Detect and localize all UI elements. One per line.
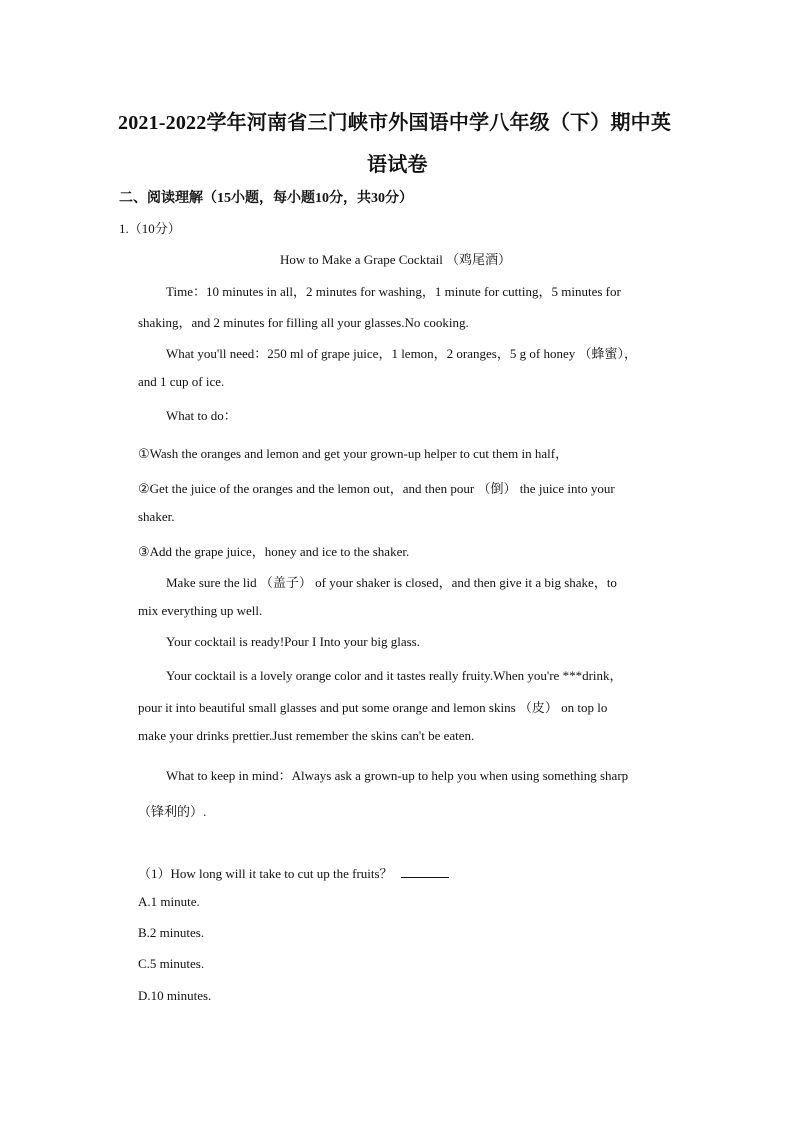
option-d: D.10 minutes. (138, 988, 212, 1003)
sub-question-1-text: （1）How long will it take to cut up the fruits？ (138, 866, 393, 881)
section-heading: 二、阅读理解（15小题，每小题10分，共30分） (119, 191, 413, 206)
document-title-line-1: 2021-2022学年河南省三门峡市外国语中学八年级（下）期中英 (118, 112, 672, 134)
option-a: A.1 minute. (138, 894, 200, 909)
document-title-line-2: 语试卷 (367, 154, 428, 176)
step-2-line-2: shaker. (138, 509, 175, 524)
answer-blank (401, 865, 449, 878)
paragraph-color-line-2: pour it into beautiful small glasses and put some orange and lemon skins （皮） on top lo (138, 700, 608, 715)
step-1: ①Wash the oranges and lemon and get your grown-up helper to cut them in half， (138, 446, 569, 461)
paragraph-lid-line-1: Make sure the lid （盖子） of your shaker is closed，and then give it a big shake，to (166, 575, 617, 590)
sub-question-1 (138, 863, 449, 882)
paragraph-color-line-3: make your drinks prettier.Just remember the skins can't be eaten. (138, 728, 475, 743)
option-b: B.2 minutes. (138, 925, 205, 940)
paragraph-need-line-2: and 1 cup of ice. (138, 374, 225, 389)
paragraph-time-line-1: Time：10 minutes in all，2 minutes for washing，1 minute for cutting，5 minutes for (166, 284, 621, 299)
paragraph-ready: Your cocktail is ready!Pour I Into your big glass. (166, 634, 420, 649)
paragraph-color-line-1: Your cocktail is a lovely orange color and it tastes really fruity.When you're ***drink， (166, 668, 623, 683)
step-3: ③Add the grape juice，honey and ice to the shaker. (138, 544, 410, 559)
paragraph-need-line-1: What you'll need：250 ml of grape juice，1 lemon，2 oranges，5 g of honey （蜂蜜）， (166, 346, 637, 361)
paragraph-time-line-2: shaking，and 2 minutes for filling all your glasses.No cooking. (138, 315, 469, 330)
what-to-do-label: What to do： (166, 408, 237, 423)
question-number: 1.（10分） (119, 221, 181, 236)
step-2-line-1: ②Get the juice of the oranges and the lemon out，and then pour （倒） the juice into your (138, 481, 615, 496)
paragraph-keep-line-2: （锋利的）. (138, 804, 207, 819)
passage-heading: How to Make a Grape Cocktail （鸡尾酒） (280, 252, 512, 267)
option-c: C.5 minutes. (138, 956, 205, 971)
paragraph-lid-line-2: mix everything up well. (138, 603, 263, 618)
paragraph-keep-line-1: What to keep in mind：Always ask a grown-up to help you when using something sharp (166, 768, 629, 783)
